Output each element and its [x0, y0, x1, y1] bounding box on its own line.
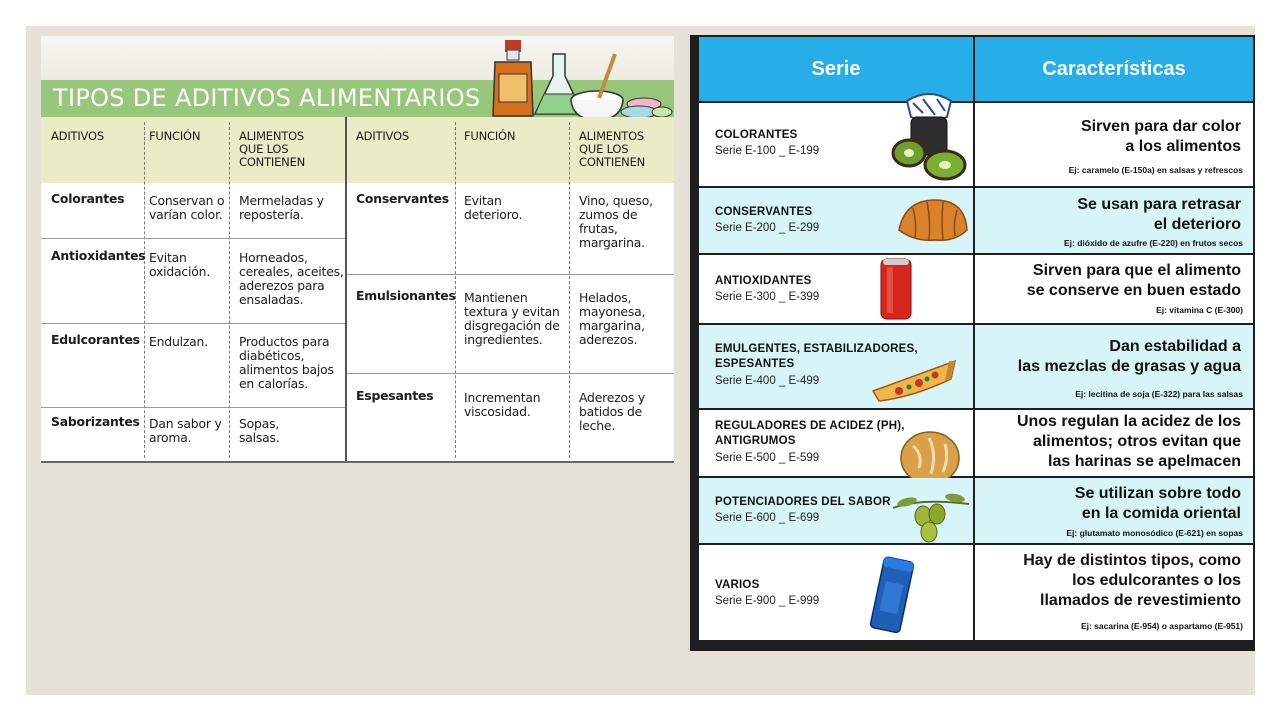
text-line: margarina. — [579, 235, 645, 250]
text-line: Horneados, — [239, 250, 308, 265]
text-line: Mermeladas y — [239, 193, 324, 208]
row-divider — [347, 373, 674, 374]
lab-glassware-icon — [449, 36, 674, 118]
text-line: Mantienen — [464, 290, 528, 305]
serie-cell — [699, 478, 973, 543]
text-line: EMULGENTES, ESTABILIZADORES, — [715, 343, 918, 355]
text-line: Vino, queso, — [579, 193, 653, 208]
additive-name: Conservantes — [356, 191, 449, 206]
header-line: CONTIENEN — [239, 155, 306, 169]
text-line: batidos de — [579, 404, 643, 419]
series-range: Serie E-600 _ E-699 — [715, 512, 820, 524]
series-range: Serie E-300 _ E-399 — [715, 291, 820, 303]
additive-foods — [239, 194, 324, 222]
additive-function — [464, 391, 540, 419]
series-description — [1027, 261, 1241, 301]
text-line: Endulzan. — [149, 334, 208, 349]
header-funcion-left: FUNCIÓN — [149, 129, 201, 143]
additive-function — [149, 417, 222, 445]
text-line: cereales, aceites, — [239, 264, 344, 279]
series-name: CONSERVANTES — [715, 206, 813, 218]
additive-foods — [239, 417, 280, 445]
additive-function — [464, 291, 560, 347]
infographic-bottom-border — [41, 461, 674, 463]
text-line: repostería. — [239, 207, 304, 222]
table-row — [699, 325, 1253, 408]
text-line: alimentos bajos — [239, 362, 334, 377]
croissant-icon — [895, 194, 971, 250]
serie-cell — [699, 545, 973, 640]
additive-foods — [579, 291, 645, 347]
text-line: Conservan o — [149, 193, 225, 208]
additive-function — [149, 194, 224, 222]
additive-function — [464, 194, 522, 222]
text-line: Incrementan — [464, 390, 541, 405]
infographic-title: TIPOS DE ADITIVOS ALIMENTARIOS — [53, 84, 481, 112]
serie-cell — [699, 188, 973, 253]
series-range: Serie E-900 _ E-999 — [715, 595, 820, 607]
text-line: salsas. — [239, 430, 280, 445]
text-line: disgregación de — [464, 318, 560, 333]
text-line: Se utilizan sobre todo — [1074, 485, 1241, 502]
text-line: aderezos para — [239, 278, 325, 293]
text-line: a los alimentos — [1125, 138, 1241, 155]
text-line: aroma. — [149, 430, 192, 445]
additive-name: Edulcorantes — [51, 332, 140, 347]
series-range: Serie E-500 _ E-599 — [715, 452, 820, 464]
series-description — [1077, 195, 1241, 235]
text-line: varían color. — [149, 207, 223, 222]
text-line: alimentos; otros evitan que — [1032, 433, 1241, 450]
series-example: Ej: caramelo (E-150a) en salsas y refrescos — [1068, 165, 1243, 175]
text-line: en la comida oriental — [1081, 505, 1241, 522]
description-cell — [975, 325, 1253, 408]
text-line: frutas, — [579, 221, 618, 236]
additives-infographic — [41, 36, 674, 463]
table-row — [699, 478, 1253, 543]
series-range: Serie E-400 _ E-499 — [715, 375, 820, 387]
table-row — [699, 255, 1253, 323]
description-cell — [975, 478, 1253, 543]
header-aditivos-right: ADITIVOS — [356, 129, 409, 143]
series-description — [1081, 117, 1241, 157]
series-example: Ej: lecitina de soja (E-322) para las salsas — [1075, 389, 1243, 399]
series-example: Ej: glutamato monosódico (E-621) en sopas — [1066, 528, 1243, 538]
text-line: leche. — [579, 418, 616, 433]
additive-function — [149, 335, 208, 349]
text-line: los edulcorantes o los — [1072, 572, 1241, 589]
text-line: Productos para — [239, 334, 330, 349]
serie-cell — [699, 410, 973, 476]
series-name: ANTIOXIDANTES — [715, 275, 812, 287]
text-line: Dan sabor y — [149, 416, 222, 431]
description-cell — [975, 410, 1253, 476]
text-line: REGULADORES DE ACIDEZ (PH), — [715, 420, 905, 432]
series-name: COLORANTES — [715, 129, 798, 141]
text-line: ESPESANTES — [715, 358, 795, 370]
description-cell — [975, 255, 1253, 323]
row-divider — [41, 238, 345, 239]
text-line: zumos de — [579, 207, 638, 222]
header-caracteristicas: Características — [975, 37, 1253, 101]
series-description — [1075, 484, 1241, 524]
text-line: Se usan para retrasar — [1077, 196, 1241, 213]
header-funcion-right: FUNCIÓN — [464, 129, 516, 143]
text-line: Aderezos y — [579, 390, 646, 405]
additive-name: Colorantes — [51, 191, 125, 206]
header-alimentos-left — [239, 130, 305, 169]
series-example: Ej: vitamina C (E-300) — [1156, 305, 1243, 315]
additive-name: Antioxidantes — [51, 248, 146, 263]
table-row — [699, 410, 1253, 476]
series-example: Ej: sacarina (E-954) o aspartamo (E-951) — [1080, 621, 1243, 631]
text-line: llamados de revestimiento — [1040, 592, 1241, 609]
additive-foods — [579, 391, 645, 433]
text-line: las mezclas de grasas y agua — [1017, 358, 1241, 375]
text-line: Sirven para que el alimento — [1032, 262, 1241, 279]
text-line: aderezos. — [579, 332, 638, 347]
text-line: Sirven para dar color — [1080, 118, 1241, 135]
text-line: oxidación. — [149, 264, 211, 279]
additive-foods — [239, 251, 344, 307]
header-aditivos-left: ADITIVOS — [51, 129, 104, 143]
text-line: Unos regulan la acidez de los — [1016, 413, 1241, 430]
sweetener-dispenser-icon — [861, 553, 925, 637]
text-line: Evitan — [149, 250, 187, 265]
row-divider — [347, 274, 674, 275]
series-description — [1017, 412, 1241, 472]
description-cell — [975, 545, 1253, 640]
row-divider — [41, 407, 345, 408]
additive-function — [149, 251, 210, 279]
text-line: viscosidad. — [464, 404, 531, 419]
series-description — [1018, 337, 1241, 377]
text-line: ensaladas. — [239, 292, 304, 307]
series-name: VARIOS — [715, 579, 760, 591]
series-name: POTENCIADORES DEL SABOR — [715, 496, 891, 508]
row-divider — [41, 323, 345, 324]
series-range: Serie E-100 _ E-199 — [715, 145, 820, 157]
header-line: ALIMENTOS — [239, 129, 305, 143]
header-line: QUE LOS — [579, 142, 629, 156]
text-line: las harinas se apelmacen — [1048, 453, 1241, 470]
text-line: Sopas, — [239, 416, 280, 431]
text-line: mayonesa, — [579, 304, 646, 319]
header-alimentos-right — [579, 130, 645, 169]
table-row — [699, 103, 1253, 186]
table-row — [699, 188, 1253, 253]
e-number-series-table — [690, 35, 1255, 651]
kiwi-jam-icon — [889, 87, 969, 183]
text-line: Helados, — [579, 290, 632, 305]
pizza-slice-icon — [869, 357, 959, 407]
text-line: margarina, — [579, 318, 645, 333]
text-line: diabéticos, — [239, 348, 305, 363]
serie-cell — [699, 325, 973, 408]
text-line: el deterioro — [1153, 216, 1241, 233]
serie-cell — [699, 255, 973, 323]
serie-cell — [699, 103, 973, 186]
series-description — [1023, 551, 1241, 611]
text-line: ingredientes. — [464, 332, 543, 347]
text-line: textura y evitan — [464, 304, 560, 319]
header-serie: Serie — [699, 37, 973, 101]
additive-foods — [579, 194, 653, 250]
soda-can-icon — [875, 255, 921, 323]
additive-foods — [239, 335, 334, 391]
text-line: Evitan — [464, 193, 502, 208]
text-line: se conserve en buen estado — [1026, 282, 1241, 299]
series-range: Serie E-200 _ E-299 — [715, 222, 820, 234]
text-line: deterioro. — [464, 207, 523, 222]
column-divider — [569, 122, 570, 458]
text-line: Dan estabilidad a — [1109, 338, 1241, 355]
series-name — [715, 419, 905, 449]
text-line: en calorías. — [239, 376, 308, 391]
additive-name: Saborizantes — [51, 414, 140, 429]
series-example: Ej: dióxido de azufre (E-220) en frutos secos — [1063, 238, 1243, 248]
description-cell — [975, 188, 1253, 253]
text-line: ANTIGRUMOS — [715, 435, 796, 447]
header-line: CONTIENEN — [579, 155, 646, 169]
header-line: QUE LOS — [239, 142, 289, 156]
additive-name: Espesantes — [356, 388, 434, 403]
center-divider — [345, 117, 347, 463]
table-row — [699, 545, 1253, 640]
additive-name: Emulsionantes — [356, 288, 456, 303]
text-line: Hay de distintos tipos, como — [1023, 552, 1241, 569]
header-line: ALIMENTOS — [579, 129, 645, 143]
description-cell — [975, 103, 1253, 186]
